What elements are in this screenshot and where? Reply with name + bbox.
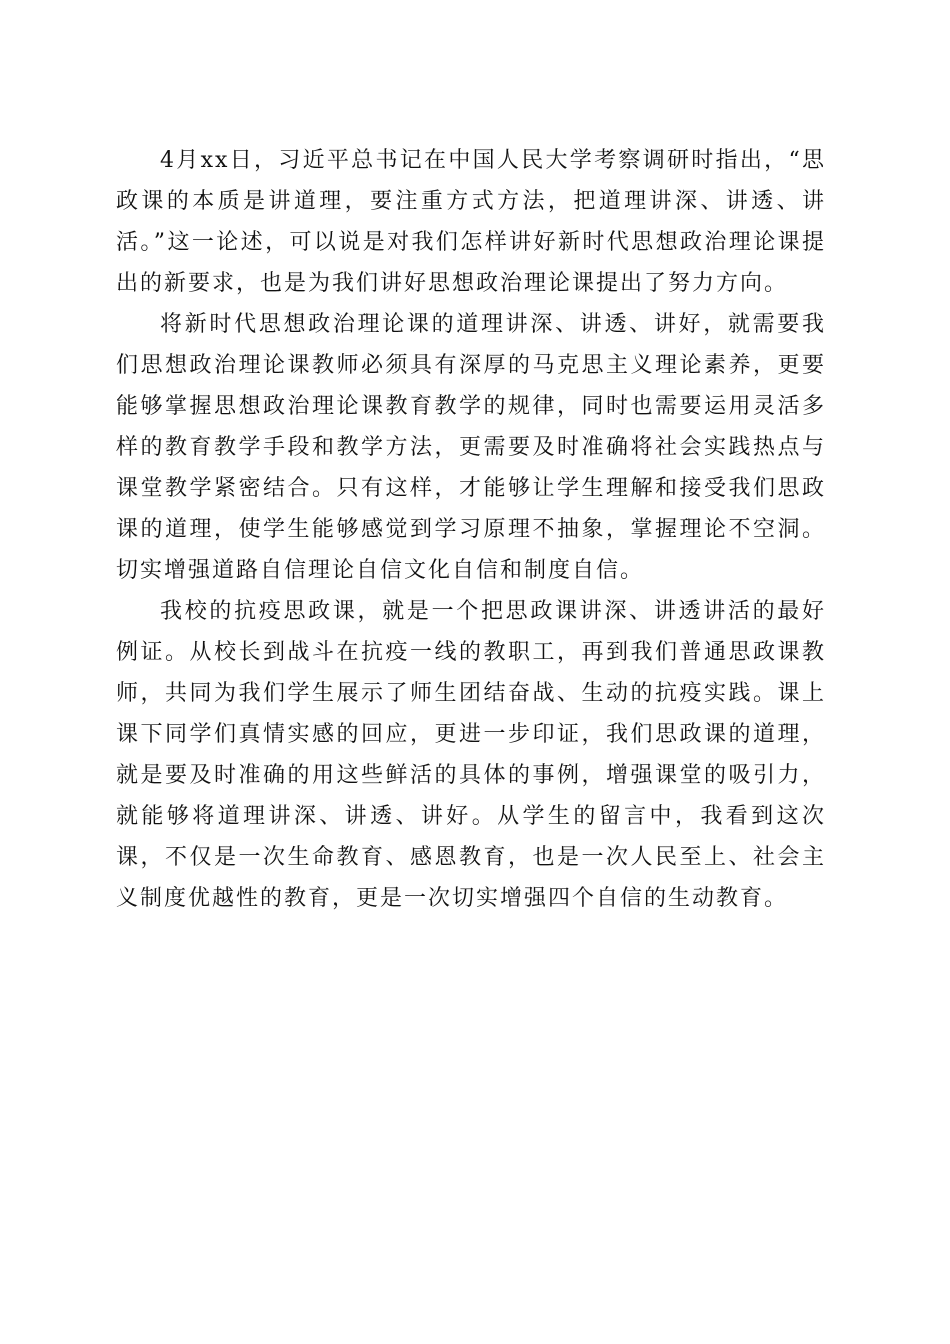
paragraph-3: 我校的抗疫思政课，就是一个把思政课讲深、讲透讲活的最好例证。从校长到战斗在抗疫一线的教职工，再到我们普通思政课教师，共同为我们学生展示了师生团结奋战、生动的抗疫实践。课上课下同学们真情实感的回应，更进一步印证，我们思政课的道理，就是要及时准确的用这些鲜活的具体的事例，增强课堂的吸引力，就能够将道理讲深、讲透、讲好。从学生的留言中，我看到这次课，不仅是一次生命教育、感恩教育，也是一次人民至上、社会主义制度优越性的教育，更是一次切实增强四个自信的生动教育。 bbox=[116, 599, 826, 911]
paragraph-1: 4月xx日，习近平总书记在中国人民大学考察调研时指出，“思政课的本质是讲道理，要注重方式方法，把道理讲深、讲透、讲活。”这一论述，可以说是对我们怎样讲好新时代思想政治理论课提出的新要求，也是为我们讲好思想政治理论课提出了努力方向。 bbox=[116, 148, 826, 296]
paragraph-2: 将新时代思想政治理论课的道理讲深、讲透、讲好，就需要我们思想政治理论课教师必须具有深厚的马克思主义理论素养，更要能够掌握思想政治理论课教育教学的规律，同时也需要运用灵活多样的教育教学手段和教学方法，更需要及时准确将社会实践热点与课堂教学紧密结合。只有这样，才能够让学生理解和接受我们思政课的道理，使学生能够感觉到学习原理不抽象，掌握理论不空洞。切实增强道路自信理论自信文化自信和制度自信。 bbox=[116, 312, 826, 583]
document-page bbox=[116, 140, 826, 919]
